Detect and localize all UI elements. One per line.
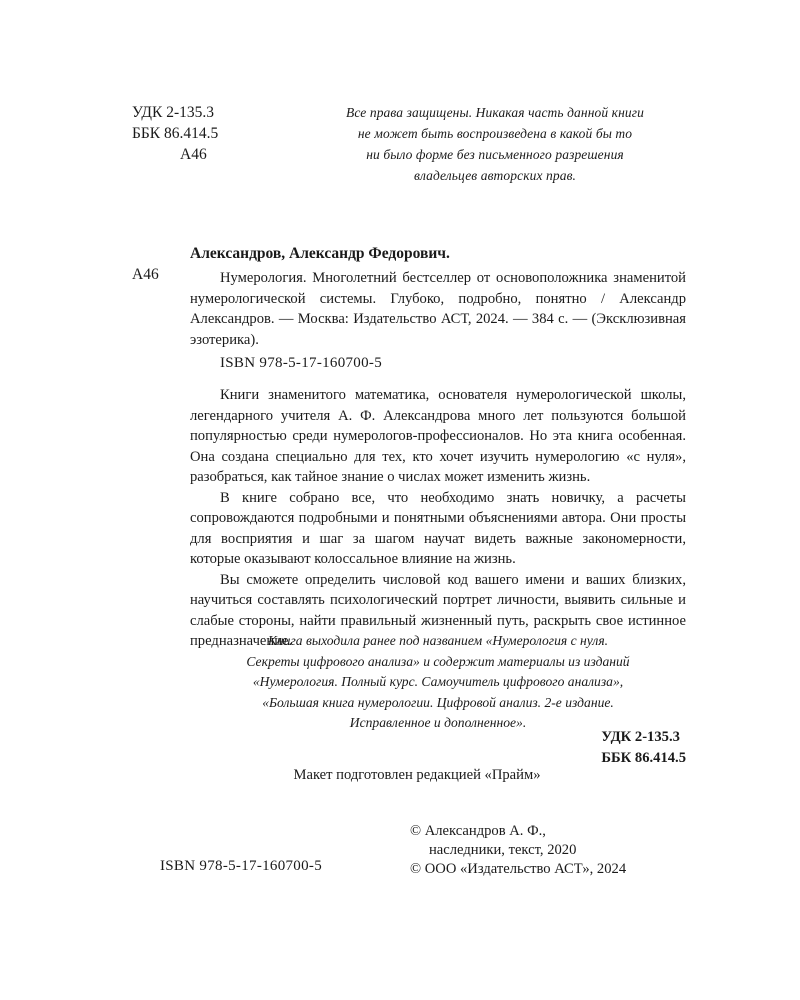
annotation-paragraph: Книги знаменитого математика, основателя нумерологической школы, легендарного учителя А. Ф. Александрова много лет пользуются большой популярностью среди нумерологов-профессионалов. Но эта книга особенная. Она создана специально для тех, кто хочет изучить нумерологию «с нуля», разобраться, как тайное знание о числах может изменить жизнь. [190, 387, 686, 485]
copyright-publisher: © ООО «Издательство АСТ», 2024 [410, 861, 627, 877]
margin-author-mark: А46 [132, 266, 159, 283]
rights-notice [320, 102, 670, 186]
header-udk-code: УДК 2-135.3 [132, 104, 214, 121]
header-bbk-code: ББК 86.414.5 [132, 125, 219, 142]
rights-notice-line: Все права защищены. Никакая часть данной книги [346, 105, 644, 120]
annotation-paragraph: В книге собрано все, что необходимо знать новичку, а расчеты сопровождаются подробными и понятными объяснениями автора. Они просты для восприятия и шаг за шагом научат видеть важные закономерности, которые оказывают колоссальное влияние на жизнь. [190, 489, 686, 567]
footer-bbk-code: ББК 86.414.5 [601, 750, 686, 766]
prepared-by-text: Макет подготовлен редакцией «Прайм» [293, 767, 541, 783]
isbn-main: ISBN 978-5-17-160700-5 [220, 355, 383, 371]
rights-notice-line: не может быть воспроизведена в какой бы то [357, 126, 633, 141]
previous-edition-line: Исправленное и дополненное». [349, 715, 527, 730]
copyright-author: © Александров А. Ф., [410, 823, 546, 839]
footer-udk-code: УДК 2-135.3 [601, 729, 680, 745]
rights-notice-line: ни было форме без письменного разрешения [366, 147, 624, 162]
isbn-bottom: ISBN 978-5-17-160700-5 [160, 858, 323, 874]
header-classification-codes [132, 102, 218, 165]
header-author-mark: А46 [180, 146, 207, 163]
annotation-paragraph: Вы сможете определить числовой код вашего имени и ваших близких, научиться составлять психологический портрет личности, выявить сильные и слабые стороны, найти правильный жизненный путь, раскрыть свое истинное предназначение. [190, 571, 686, 649]
prepared-by-line [0, 767, 800, 784]
previous-edition-line: Книга выходила ранее под названием «Нумерология с нуля. [267, 633, 609, 648]
previous-edition-note [190, 631, 686, 734]
copyright-author-continued: наследники, текст, 2020 [429, 842, 577, 858]
footer-classification-codes [601, 727, 686, 769]
annotation [190, 385, 686, 652]
rights-notice-line: владельцев авторских прав. [413, 168, 577, 183]
bibliographic-description: Нумерология. Многолетний бестселлер от основоположника знаменитой нумерологической системы. Глубоко, подробно, понятно / Александр Александров. — Москва: Издательство АСТ, 2024. — 384 с. — (Эксклюзивная эзотерика). [190, 270, 686, 348]
author-heading: Александров, Александр Федорович. [190, 245, 450, 262]
copyright-block [410, 822, 626, 879]
previous-edition-line: Секреты цифрового анализа» и содержит материалы из изданий [246, 653, 630, 669]
previous-edition-line: «Большая книга нумерологии. Цифровой анализ. 2-е издание. [262, 694, 614, 710]
previous-edition-line: «Нумерология. Полный курс. Самоучитель цифрового анализа», [252, 674, 624, 689]
